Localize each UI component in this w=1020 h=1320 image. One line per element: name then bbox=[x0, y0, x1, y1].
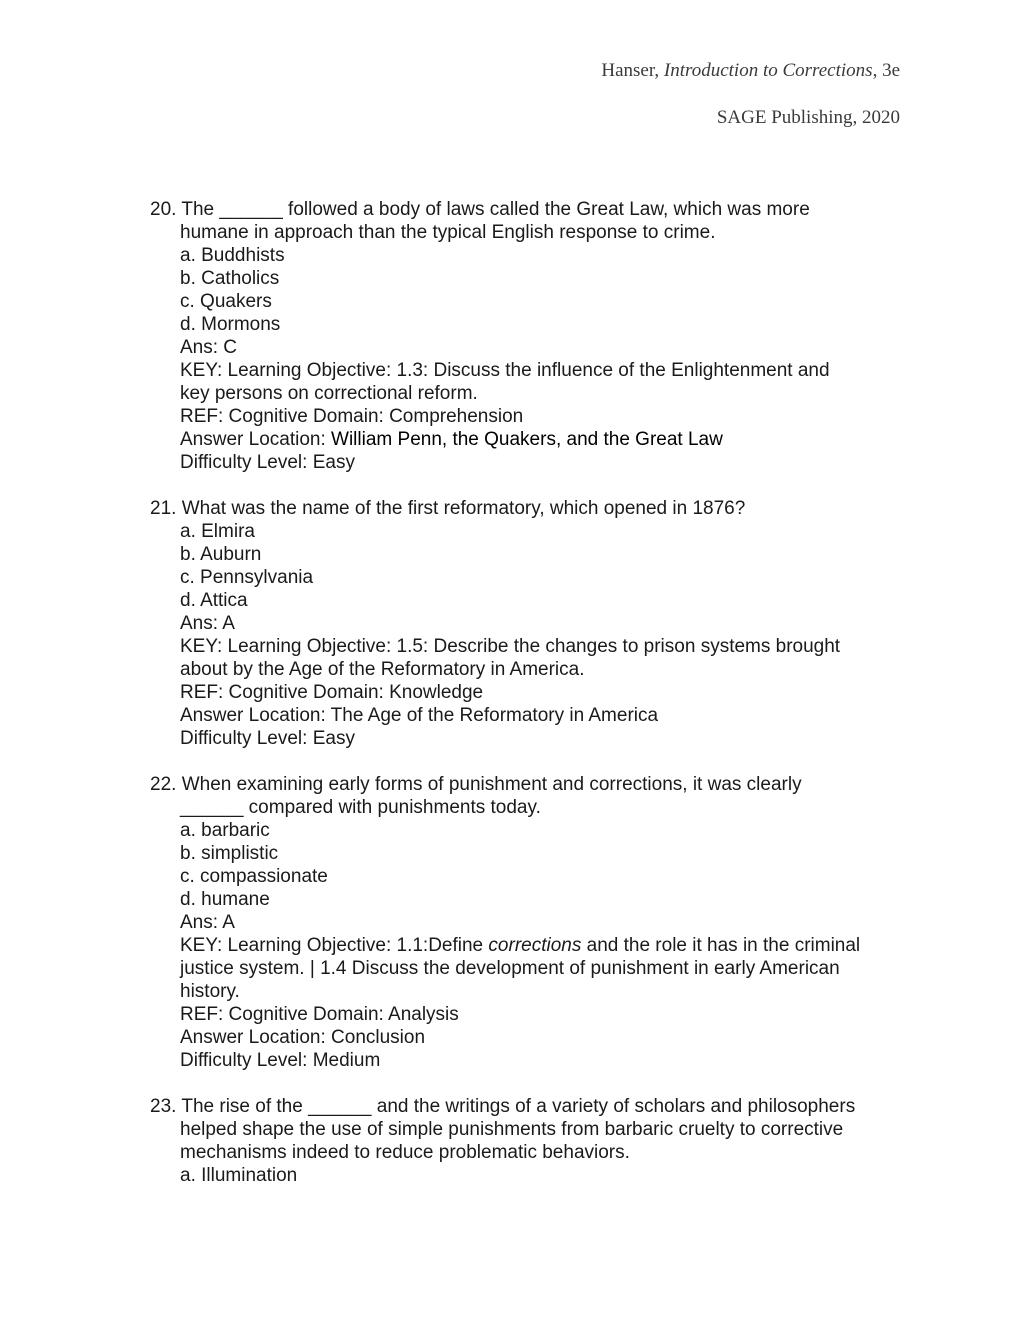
question-stem bbox=[150, 1095, 910, 1118]
key-objective-cont: key persons on correctional reform. bbox=[180, 383, 478, 404]
question-22 bbox=[150, 773, 910, 1072]
question-stem-line: ______ compared with punishments today. bbox=[180, 797, 541, 818]
question-23 bbox=[150, 1095, 910, 1187]
question-number: 20. bbox=[150, 199, 177, 220]
option-c: c. Quakers bbox=[180, 291, 272, 312]
key-objective: KEY: Learning Objective: 1.5: Describe the changes to prison systems brought bbox=[180, 636, 841, 657]
answer-location: Answer Location: The Age of the Reformatory in America bbox=[180, 705, 659, 726]
ref-domain: REF: Cognitive Domain: Analysis bbox=[180, 1004, 459, 1025]
difficulty-level: Difficulty Level: Medium bbox=[180, 1050, 381, 1071]
key-objective bbox=[150, 934, 910, 957]
key-objective-cont: justice system. | 1.4 Discuss the development of punishment in early American bbox=[180, 958, 840, 979]
answer-location-value: William Penn, the Quakers, and the Great Law bbox=[331, 429, 723, 450]
key-objective-text: KEY: Learning Objective: 1.1:Define bbox=[180, 935, 489, 956]
question-stem bbox=[150, 773, 910, 796]
answer: Ans: A bbox=[180, 613, 235, 634]
header-publisher: SAGE Publishing, 2020 bbox=[716, 107, 900, 128]
option-b: b. Catholics bbox=[180, 268, 280, 289]
header-citation bbox=[601, 58, 900, 84]
option-c: c. Pennsylvania bbox=[180, 567, 314, 588]
answer: Ans: C bbox=[180, 337, 238, 358]
ref-domain: REF: Cognitive Domain: Comprehension bbox=[180, 406, 524, 427]
key-objective-cont: history. bbox=[180, 981, 240, 1002]
header-edition: , 3e bbox=[872, 60, 900, 81]
question-stem-line: The rise of the ______ and the writings of a variety of scholars and philosophers bbox=[176, 1096, 856, 1117]
option-d: d. Attica bbox=[180, 590, 248, 611]
option-b: b. simplistic bbox=[180, 843, 279, 864]
key-objective: KEY: Learning Objective: 1.3: Discuss the influence of the Enlightenment and bbox=[180, 360, 830, 381]
answer-location: Answer Location: Conclusion bbox=[180, 1027, 426, 1048]
key-objective-text: and the role it has in the criminal bbox=[581, 935, 861, 956]
option-c: c. compassionate bbox=[180, 866, 328, 887]
question-stem-line: What was the name of the first reformatory, which opened in 1876? bbox=[176, 498, 746, 519]
answer-location bbox=[150, 428, 910, 451]
option-b: b. Auburn bbox=[180, 544, 262, 565]
question-list bbox=[150, 198, 910, 1210]
question-stem-line: When examining early forms of punishment and corrections, it was clearly bbox=[176, 774, 802, 795]
question-stem bbox=[150, 198, 910, 221]
option-d: d. Mormons bbox=[180, 314, 281, 335]
key-objective-italic: corrections bbox=[488, 935, 582, 956]
question-number: 21. bbox=[150, 498, 177, 519]
key-objective-cont: about by the Age of the Reformatory in America. bbox=[180, 659, 585, 680]
option-a: a. Illumination bbox=[180, 1165, 298, 1186]
option-a: a. Buddhists bbox=[180, 245, 285, 266]
question-number: 23. bbox=[150, 1096, 177, 1117]
question-stem-line: mechanisms indeed to reduce problematic behaviors. bbox=[180, 1142, 630, 1163]
option-a: a. barbaric bbox=[180, 820, 270, 841]
header-author: Hanser, bbox=[601, 60, 664, 81]
ref-domain: REF: Cognitive Domain: Knowledge bbox=[180, 682, 484, 703]
question-21 bbox=[150, 497, 910, 750]
answer-location-label: Answer Location: bbox=[180, 429, 332, 450]
question-stem-line: helped shape the use of simple punishments from barbaric cruelty to corrective bbox=[180, 1119, 844, 1140]
question-number: 22. bbox=[150, 774, 177, 795]
question-stem bbox=[150, 497, 910, 520]
question-20 bbox=[150, 198, 910, 474]
option-a: a. Elmira bbox=[180, 521, 255, 542]
option-d: d. humane bbox=[180, 889, 270, 910]
question-stem-line: The ______ followed a body of laws called the Great Law, which was more bbox=[176, 199, 810, 220]
difficulty-level: Difficulty Level: Easy bbox=[180, 728, 355, 749]
header-book-title: Introduction to Corrections bbox=[663, 60, 873, 81]
page-header bbox=[601, 58, 900, 131]
question-stem-line: humane in approach than the typical English response to crime. bbox=[180, 222, 716, 243]
difficulty-level: Difficulty Level: Easy bbox=[180, 452, 355, 473]
answer: Ans: A bbox=[180, 912, 235, 933]
